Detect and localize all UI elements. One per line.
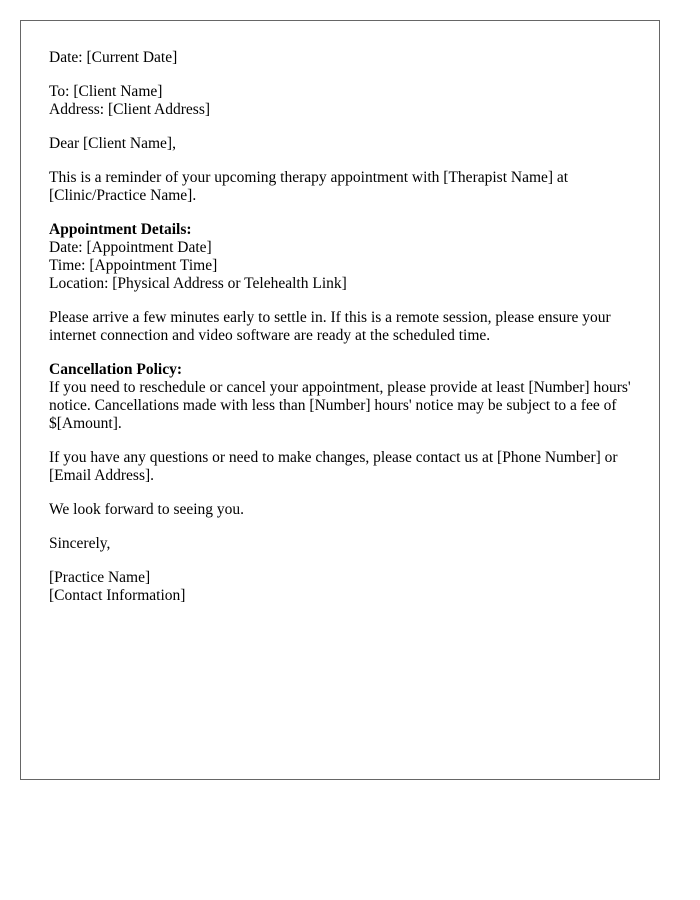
appointment-details bbox=[49, 221, 631, 293]
cancellation-heading: Cancellation Policy: bbox=[49, 361, 183, 378]
appointment-details-heading: Appointment Details: bbox=[49, 221, 192, 238]
closing-text: We look forward to seeing you. bbox=[49, 501, 245, 518]
arrival-text: Please arrive a few minutes early to settle in. If this is a remote session, please ensure your internet connection and video software are ready at the scheduled time. bbox=[49, 309, 611, 344]
recipient-address: Address: [Client Address] bbox=[49, 101, 211, 118]
letter-page bbox=[20, 20, 660, 780]
appointment-location: Location: [Physical Address or Telehealth Link] bbox=[49, 275, 347, 292]
appointment-time: Time: [Appointment Time] bbox=[49, 257, 218, 274]
closing-paragraph bbox=[49, 501, 631, 519]
appointment-date: Date: [Appointment Date] bbox=[49, 239, 212, 256]
arrival-paragraph bbox=[49, 309, 631, 345]
contact-paragraph bbox=[49, 449, 631, 485]
signature-block bbox=[49, 569, 631, 605]
salutation-text: Dear [Client Name], bbox=[49, 135, 176, 152]
signoff-block bbox=[49, 535, 631, 553]
letter-date: Date: [Current Date] bbox=[49, 49, 178, 66]
contact-text: If you have any questions or need to make changes, please contact us at [Phone Number] or [Email Address]. bbox=[49, 449, 618, 484]
intro-paragraph bbox=[49, 169, 631, 205]
cancellation-policy bbox=[49, 361, 631, 433]
salutation bbox=[49, 135, 631, 153]
date-block bbox=[49, 49, 631, 67]
cancellation-text: If you need to reschedule or cancel your appointment, please provide at least [Number] hours' notice. Cancellations made with less than [Number] hours' notice may be subject to a fee of $[Amount]. bbox=[49, 379, 631, 432]
intro-text: This is a reminder of your upcoming therapy appointment with [Therapist Name] at [Clinic/Practice Name]. bbox=[49, 169, 569, 204]
recipient-name: To: [Client Name] bbox=[49, 83, 163, 100]
contact-information: [Contact Information] bbox=[49, 587, 186, 604]
practice-name: [Practice Name] bbox=[49, 569, 151, 586]
recipient-block bbox=[49, 83, 631, 119]
signoff-text: Sincerely, bbox=[49, 535, 111, 552]
